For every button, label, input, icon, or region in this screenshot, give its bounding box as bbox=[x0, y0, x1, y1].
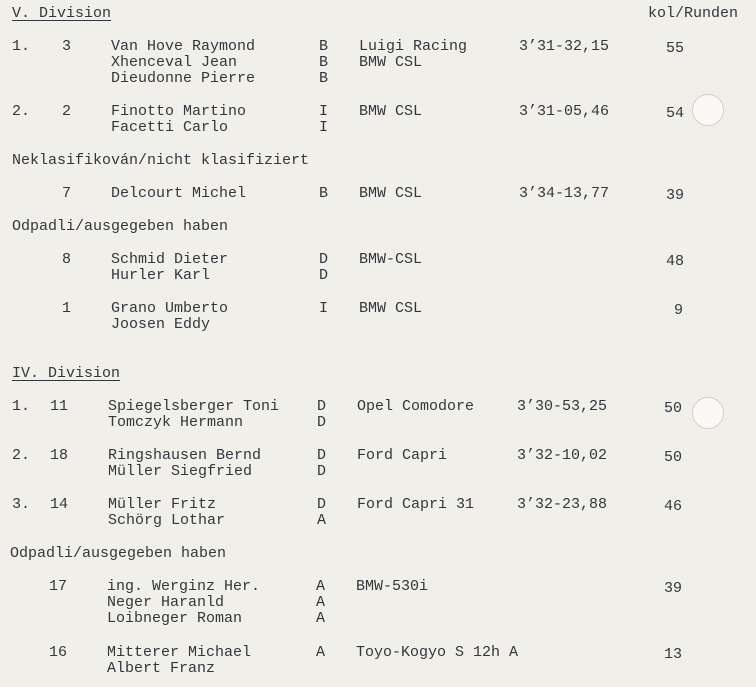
section-title: IV. Division bbox=[12, 365, 121, 382]
team-car: Toyo-Kogyo S 12h A bbox=[356, 644, 519, 661]
driver-name: Facetti Carlo bbox=[111, 119, 229, 136]
punch-hole-top bbox=[692, 94, 724, 126]
race-time: 3’34-13,77 bbox=[519, 185, 610, 202]
driver-name: ing. Werginz Her. bbox=[107, 578, 261, 595]
driver-name: Müller Siegfried bbox=[108, 463, 253, 480]
driver-name: Ringshausen Bernd bbox=[108, 447, 262, 464]
race-time: 3’31-05,46 bbox=[519, 103, 610, 120]
nationality: A bbox=[316, 578, 326, 595]
driver-name: Grano Umberto bbox=[111, 300, 229, 317]
car-number: 3 bbox=[62, 38, 72, 55]
position: 2. bbox=[12, 103, 31, 120]
position: 3. bbox=[12, 496, 31, 513]
nationality: I bbox=[319, 119, 329, 136]
driver-name: Spiegelsberger Toni bbox=[108, 398, 280, 415]
laps: 39 bbox=[666, 187, 685, 204]
driver-name: Dieudonne Pierre bbox=[111, 70, 256, 87]
car-number: 2 bbox=[62, 103, 72, 120]
nationality: D bbox=[317, 414, 327, 431]
nationality: D bbox=[317, 463, 327, 480]
runden-header: kol/Runden bbox=[648, 5, 739, 22]
race-time: 3’32-10,02 bbox=[517, 447, 608, 464]
position: 1. bbox=[12, 38, 31, 55]
car-number: 14 bbox=[50, 496, 69, 513]
driver-name: Tomczyk Hermann bbox=[108, 414, 244, 431]
laps: 55 bbox=[666, 40, 685, 57]
driver-name: Albert Franz bbox=[107, 660, 216, 677]
team-car: BMW CSL bbox=[359, 54, 423, 71]
section-title: V. Division bbox=[12, 5, 112, 22]
driver-name: Finotto Martino bbox=[111, 103, 247, 120]
laps: 13 bbox=[664, 646, 683, 663]
car-number: 16 bbox=[49, 644, 68, 661]
nationality: D bbox=[319, 267, 329, 284]
nationality: D bbox=[319, 251, 329, 268]
team-car: BMW CSL bbox=[359, 103, 423, 120]
race-time: 3’30-53,25 bbox=[517, 398, 608, 415]
race-time: 3’32-23,88 bbox=[517, 496, 608, 513]
nationality: B bbox=[319, 38, 329, 55]
laps: 46 bbox=[664, 498, 683, 515]
driver-name: Mitterer Michael bbox=[107, 644, 252, 661]
team-car: BMW CSL bbox=[359, 185, 423, 202]
nationality: D bbox=[317, 398, 327, 415]
nationality: B bbox=[319, 185, 329, 202]
nationality: B bbox=[319, 70, 329, 87]
laps: 39 bbox=[664, 580, 683, 597]
driver-name: Loibneger Roman bbox=[107, 610, 243, 627]
nationality: I bbox=[319, 300, 329, 317]
driver-name: Joosen Eddy bbox=[111, 316, 211, 333]
driver-name: Hurler Karl bbox=[111, 267, 211, 284]
team-car: Opel Comodore bbox=[357, 398, 475, 415]
nationality: A bbox=[316, 594, 326, 611]
driver-name: Delcourt Michel bbox=[111, 185, 247, 202]
laps: 54 bbox=[666, 105, 685, 122]
driver-name: Van Hove Raymond bbox=[111, 38, 256, 55]
car-number: 7 bbox=[62, 185, 72, 202]
group-label: Odpadli/ausgegeben haben bbox=[10, 545, 227, 562]
driver-name: Müller Fritz bbox=[108, 496, 217, 513]
nationality: B bbox=[319, 54, 329, 71]
car-number: 11 bbox=[50, 398, 69, 415]
laps: 48 bbox=[666, 253, 685, 270]
position: 1. bbox=[12, 398, 31, 415]
laps: 50 bbox=[664, 400, 683, 417]
driver-name: Neger Haranld bbox=[107, 594, 225, 611]
team-car: BMW-CSL bbox=[359, 251, 423, 268]
laps: 9 bbox=[674, 302, 684, 319]
nationality: I bbox=[319, 103, 329, 120]
driver-name: Xhenceval Jean bbox=[111, 54, 238, 71]
punch-hole-bottom bbox=[692, 397, 724, 429]
nationality: A bbox=[316, 610, 326, 627]
nationality: A bbox=[317, 512, 327, 529]
position: 2. bbox=[12, 447, 31, 464]
nationality: D bbox=[317, 496, 327, 513]
car-number: 1 bbox=[62, 300, 72, 317]
laps: 50 bbox=[664, 449, 683, 466]
car-number: 18 bbox=[50, 447, 69, 464]
nationality: D bbox=[317, 447, 327, 464]
race-time: 3’31-32,15 bbox=[519, 38, 610, 55]
car-number: 8 bbox=[62, 251, 72, 268]
nationality: A bbox=[316, 644, 326, 661]
driver-name: Schörg Lothar bbox=[108, 512, 226, 529]
group-label: Odpadli/ausgegeben haben bbox=[12, 218, 229, 235]
team-car: BMW-530i bbox=[356, 578, 429, 595]
team-car: BMW CSL bbox=[359, 300, 423, 317]
team-car: Ford Capri 31 bbox=[357, 496, 475, 513]
driver-name: Schmid Dieter bbox=[111, 251, 229, 268]
team-car: Luigi Racing bbox=[359, 38, 468, 55]
group-label: Neklasifikován/nicht klasifiziert bbox=[12, 152, 310, 169]
car-number: 17 bbox=[49, 578, 68, 595]
team-car: Ford Capri bbox=[357, 447, 448, 464]
